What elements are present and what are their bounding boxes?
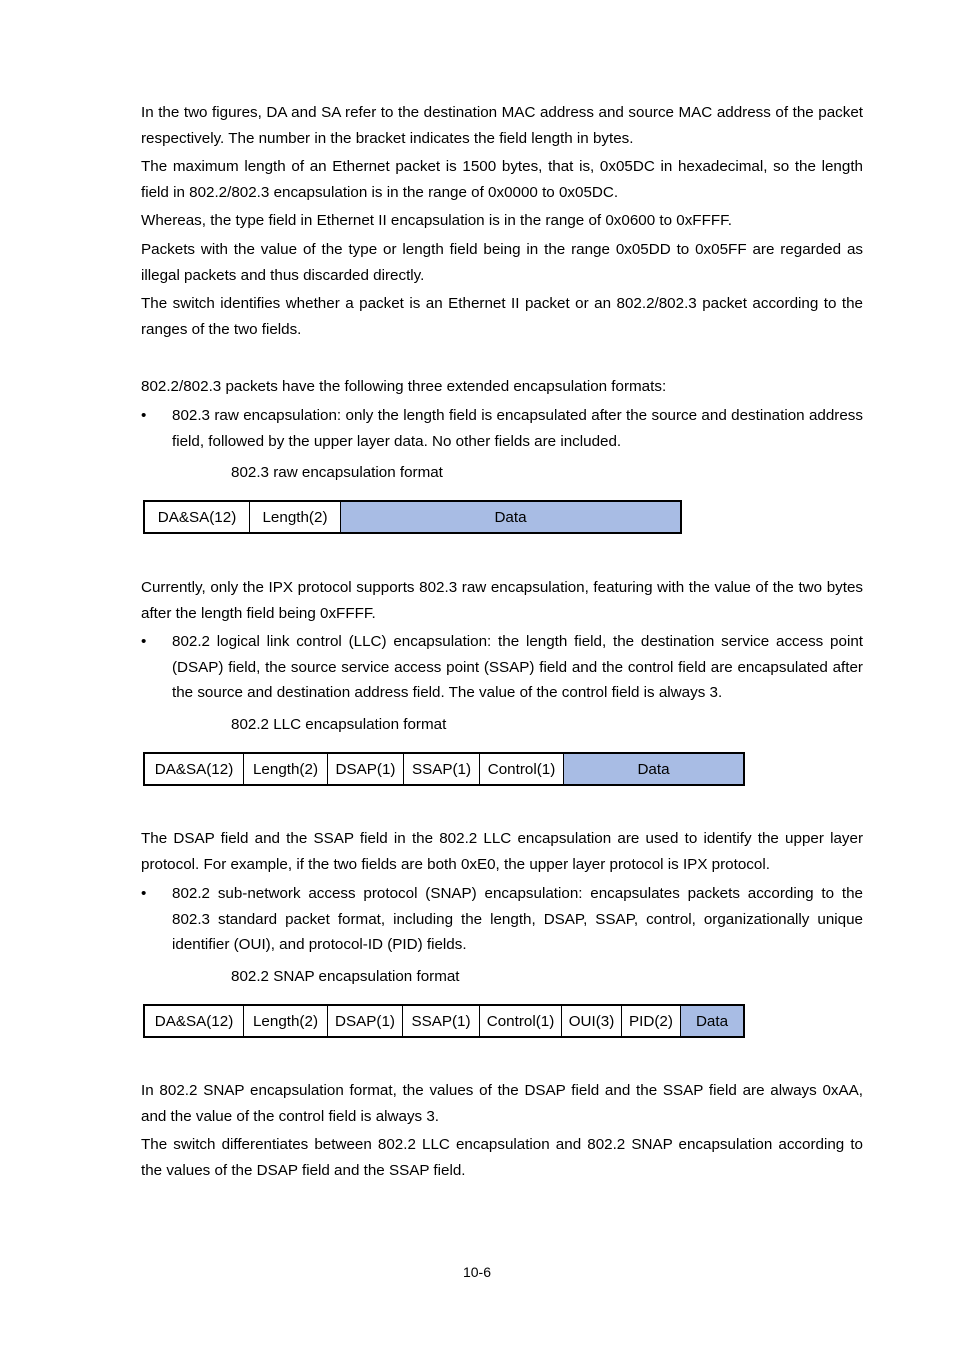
field-length: Length(2) — [249, 502, 340, 532]
field-da-sa: DA&SA(12) — [154, 760, 234, 778]
field-pid: PID(2) — [621, 1006, 680, 1036]
bullet-symbol: • — [141, 407, 147, 424]
bullet-symbol: • — [141, 633, 147, 650]
figure-caption-raw: 802.3 raw encapsulation format — [231, 464, 443, 481]
paragraph-illegal-range: Packets with the value of the type or length field being in the range 0x05DD to 0x05FF are regarded as illegal packets and thus discarded directly. — [141, 241, 863, 284]
field-data: Data — [563, 754, 743, 784]
field-data: Data — [680, 1006, 743, 1036]
field-control: Control(1) — [479, 1006, 561, 1036]
field-length: Length(2) — [243, 1006, 327, 1036]
page-number: 10-6 — [462, 1264, 492, 1280]
llc-format-diagram — [143, 752, 745, 786]
bullet-snap — [141, 881, 863, 958]
field-data: Data — [340, 502, 680, 532]
paragraph-switch-differentiate: The switch differentiates between 802.2 LLC encapsulation and 802.2 SNAP encapsulation according to the values of the DSAP field and the SSAP field. — [141, 1136, 863, 1179]
bullet-snap-text: 802.2 sub-network access protocol (SNAP) encapsulation: encapsulates packets according to the 802.3 standard packet format, including the length, DSAP, SSAP, control, organizationally unique identifier (OUI), and protocol-ID (PID) fields. — [172, 885, 863, 953]
bullet-llc-text: 802.2 logical link control (LLC) encapsulation: the length field, the destination service access point (DSAP) field, the source service access point (SSAP) field and the control field are encapsulated after the source and destination address field. The value of the control field is always 3. — [172, 633, 863, 701]
field-ssap: SSAP(1) — [402, 1006, 479, 1036]
figure-caption-llc: 802.2 LLC encapsulation format — [231, 716, 447, 733]
paragraph-ipx-raw: Currently, only the IPX protocol supports 802.3 raw encapsulation, featuring with the value of the two bytes after the length field being 0xFFFF. — [141, 579, 863, 622]
paragraph-extended-formats: 802.2/802.3 packets have the following three extended encapsulation formats: — [141, 378, 667, 395]
field-dsap: DSAP(1) — [327, 1006, 402, 1036]
paragraph-max-length: The maximum length of an Ethernet packet is 1500 bytes, that is, 0x05DC in hexadecimal, so the length field in 802.2/802.3 encapsulation is in the range of 0x0000 to 0x05DC. — [141, 158, 863, 201]
bullet-symbol: • — [141, 885, 147, 902]
field-control: Control(1) — [479, 754, 563, 784]
bullet-raw-text: 802.3 raw encapsulation: only the length field is encapsulated after the source and destination address field, followed by the upper layer data. No other fields are included. — [172, 407, 863, 450]
raw-format-diagram — [143, 500, 682, 534]
field-length: Length(2) — [243, 754, 327, 784]
field-da-sa: DA&SA(12) — [157, 508, 237, 526]
field-ssap: SSAP(1) — [403, 754, 479, 784]
paragraph-dsap-ssap: The DSAP field and the SSAP field in the 802.2 LLC encapsulation are used to identify the upper layer protocol. For example, if the two fields are both 0xE0, the upper layer protocol is IPX protocol. — [141, 830, 863, 873]
paragraph-field-notation: In the two figures, DA and SA refer to the destination MAC address and source MAC address of the packet respectively. The number in the bracket indicates the field length in bytes. — [141, 104, 863, 147]
bullet-raw — [141, 403, 863, 454]
field-da-sa: DA&SA(12) — [154, 1012, 234, 1030]
paragraph-snap-values: In 802.2 SNAP encapsulation format, the values of the DSAP field and the SSAP field are always 0xAA, and the value of the control field is always 3. — [141, 1082, 863, 1125]
field-dsap: DSAP(1) — [327, 754, 403, 784]
paragraph-type-range: Whereas, the type field in Ethernet II encapsulation is in the range of 0x0600 to 0xFFFF. — [141, 212, 732, 229]
snap-format-diagram — [143, 1004, 745, 1038]
figure-caption-snap: 802.2 SNAP encapsulation format — [231, 968, 460, 985]
field-oui: OUI(3) — [561, 1006, 621, 1036]
paragraph-switch-identify: The switch identifies whether a packet is an Ethernet II packet or an 802.2/802.3 packet according to the ranges of the two fields. — [141, 295, 863, 338]
bullet-llc — [141, 629, 863, 706]
